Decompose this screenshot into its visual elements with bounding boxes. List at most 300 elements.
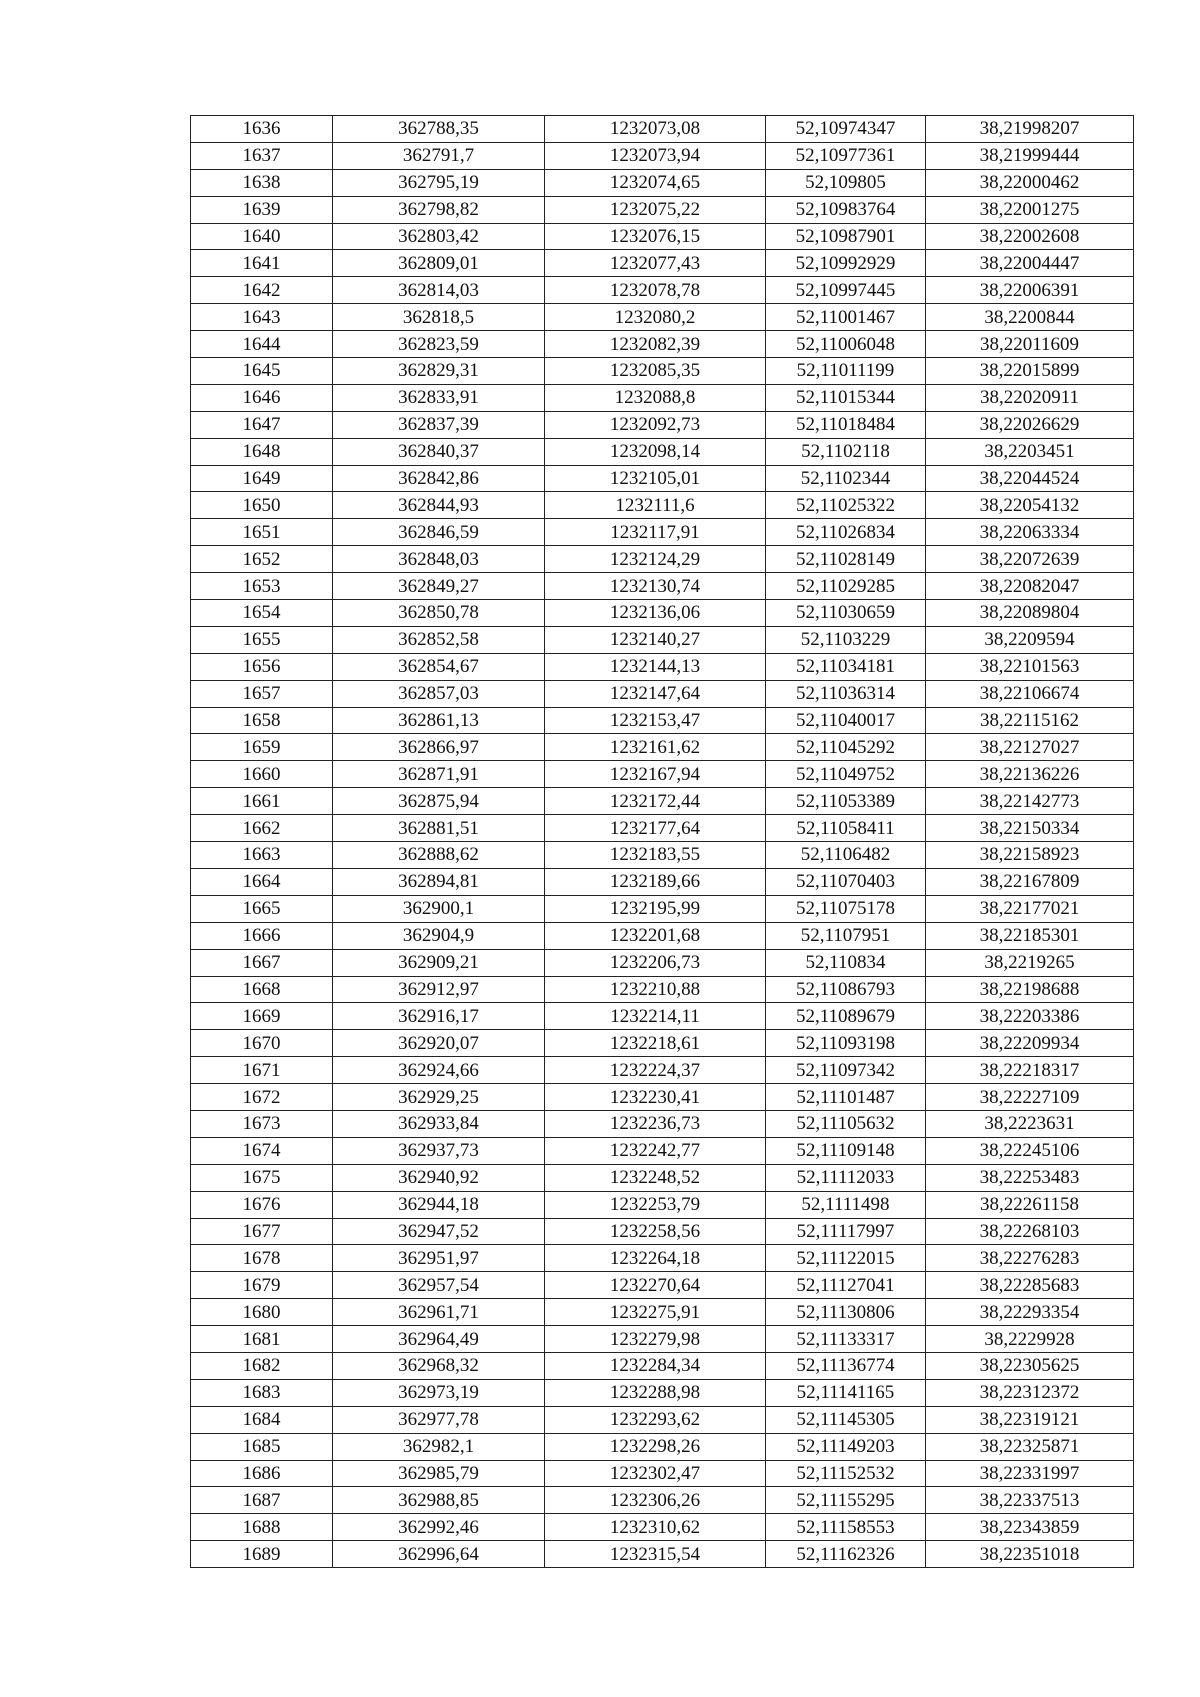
y-coordinate-cell: 1232167,94: [545, 761, 766, 788]
y-coordinate-cell: 1232117,91: [545, 519, 766, 546]
x-coordinate-cell: 362894,81: [333, 868, 545, 895]
table-row: [191, 1057, 1134, 1084]
latitude-cell: 52,11136774: [766, 1352, 926, 1379]
table-row: [191, 358, 1134, 385]
longitude-cell: 38,2200844: [926, 304, 1134, 331]
latitude-cell: 52,11097342: [766, 1057, 926, 1084]
longitude-cell: 38,22245106: [926, 1137, 1134, 1164]
table-row: [191, 1299, 1134, 1326]
latitude-cell: 52,10977361: [766, 142, 926, 169]
table-row: [191, 600, 1134, 627]
latitude-cell: 52,11025322: [766, 492, 926, 519]
y-coordinate-cell: 1232242,77: [545, 1137, 766, 1164]
x-coordinate-cell: 362809,01: [333, 250, 545, 277]
latitude-cell: 52,11045292: [766, 734, 926, 761]
point-number-cell: 1651: [191, 519, 333, 546]
latitude-cell: 52,11130806: [766, 1299, 926, 1326]
point-number-cell: 1676: [191, 1191, 333, 1218]
y-coordinate-cell: 1232124,29: [545, 546, 766, 573]
x-coordinate-cell: 362909,21: [333, 949, 545, 976]
y-coordinate-cell: 1232288,98: [545, 1379, 766, 1406]
longitude-cell: 38,22337513: [926, 1487, 1134, 1514]
point-number-cell: 1671: [191, 1057, 333, 1084]
x-coordinate-cell: 362961,71: [333, 1299, 545, 1326]
x-coordinate-cell: 362850,78: [333, 600, 545, 627]
table-row: [191, 707, 1134, 734]
point-number-cell: 1661: [191, 788, 333, 815]
point-number-cell: 1647: [191, 411, 333, 438]
longitude-cell: 38,22002608: [926, 223, 1134, 250]
x-coordinate-cell: 362818,5: [333, 304, 545, 331]
point-number-cell: 1638: [191, 169, 333, 196]
y-coordinate-cell: 1232140,27: [545, 626, 766, 653]
y-coordinate-cell: 1232315,54: [545, 1541, 766, 1568]
x-coordinate-cell: 362814,03: [333, 277, 545, 304]
y-coordinate-cell: 1232248,52: [545, 1164, 766, 1191]
table-row: [191, 868, 1134, 895]
longitude-cell: 38,22305625: [926, 1352, 1134, 1379]
y-coordinate-cell: 1232073,08: [545, 116, 766, 143]
y-coordinate-cell: 1232270,64: [545, 1272, 766, 1299]
x-coordinate-cell: 362933,84: [333, 1110, 545, 1137]
latitude-cell: 52,11049752: [766, 761, 926, 788]
longitude-cell: 38,22319121: [926, 1406, 1134, 1433]
longitude-cell: 38,22127027: [926, 734, 1134, 761]
table-row: [191, 922, 1134, 949]
longitude-cell: 38,22167809: [926, 868, 1134, 895]
x-coordinate-cell: 362912,97: [333, 976, 545, 1003]
y-coordinate-cell: 1232136,06: [545, 600, 766, 627]
point-number-cell: 1653: [191, 573, 333, 600]
table-row: [191, 1137, 1134, 1164]
latitude-cell: 52,11070403: [766, 868, 926, 895]
y-coordinate-cell: 1232147,64: [545, 680, 766, 707]
latitude-cell: 52,10983764: [766, 196, 926, 223]
longitude-cell: 38,22089804: [926, 600, 1134, 627]
longitude-cell: 38,22268103: [926, 1218, 1134, 1245]
point-number-cell: 1662: [191, 815, 333, 842]
y-coordinate-cell: 1232264,18: [545, 1245, 766, 1272]
x-coordinate-cell: 362875,94: [333, 788, 545, 815]
x-coordinate-cell: 362837,39: [333, 411, 545, 438]
table-row: [191, 815, 1134, 842]
longitude-cell: 38,22063334: [926, 519, 1134, 546]
table-row: [191, 895, 1134, 922]
latitude-cell: 52,11093198: [766, 1030, 926, 1057]
point-number-cell: 1658: [191, 707, 333, 734]
longitude-cell: 38,22015899: [926, 358, 1134, 385]
x-coordinate-cell: 362854,67: [333, 653, 545, 680]
x-coordinate-cell: 362788,35: [333, 116, 545, 143]
y-coordinate-cell: 1232098,14: [545, 438, 766, 465]
latitude-cell: 52,109805: [766, 169, 926, 196]
point-number-cell: 1659: [191, 734, 333, 761]
table-row: [191, 788, 1134, 815]
latitude-cell: 52,1102344: [766, 465, 926, 492]
table-row: [191, 1272, 1134, 1299]
table-row: [191, 1164, 1134, 1191]
y-coordinate-cell: 1232236,73: [545, 1110, 766, 1137]
point-number-cell: 1681: [191, 1326, 333, 1353]
y-coordinate-cell: 1232144,13: [545, 653, 766, 680]
table-row: [191, 142, 1134, 169]
y-coordinate-cell: 1232206,73: [545, 949, 766, 976]
point-number-cell: 1669: [191, 1003, 333, 1030]
longitude-cell: 38,22011609: [926, 331, 1134, 358]
table-row: [191, 465, 1134, 492]
latitude-cell: 52,1103229: [766, 626, 926, 653]
table-row: [191, 626, 1134, 653]
y-coordinate-cell: 1232085,35: [545, 358, 766, 385]
longitude-cell: 38,22082047: [926, 573, 1134, 600]
y-coordinate-cell: 1232306,26: [545, 1487, 766, 1514]
longitude-cell: 38,21998207: [926, 116, 1134, 143]
y-coordinate-cell: 1232218,61: [545, 1030, 766, 1057]
point-number-cell: 1646: [191, 384, 333, 411]
x-coordinate-cell: 362871,91: [333, 761, 545, 788]
x-coordinate-cell: 362852,58: [333, 626, 545, 653]
table-row: [191, 519, 1134, 546]
latitude-cell: 52,11158553: [766, 1514, 926, 1541]
point-number-cell: 1686: [191, 1460, 333, 1487]
x-coordinate-cell: 362849,27: [333, 573, 545, 600]
x-coordinate-cell: 362823,59: [333, 331, 545, 358]
latitude-cell: 52,11029285: [766, 573, 926, 600]
y-coordinate-cell: 1232258,56: [545, 1218, 766, 1245]
longitude-cell: 38,22325871: [926, 1433, 1134, 1460]
point-number-cell: 1640: [191, 223, 333, 250]
point-number-cell: 1682: [191, 1352, 333, 1379]
point-number-cell: 1645: [191, 358, 333, 385]
longitude-cell: 38,22001275: [926, 196, 1134, 223]
longitude-cell: 38,22004447: [926, 250, 1134, 277]
y-coordinate-cell: 1232177,64: [545, 815, 766, 842]
x-coordinate-cell: 362866,97: [333, 734, 545, 761]
table-row: [191, 223, 1134, 250]
y-coordinate-cell: 1232275,91: [545, 1299, 766, 1326]
y-coordinate-cell: 1232082,39: [545, 331, 766, 358]
longitude-cell: 38,22343859: [926, 1514, 1134, 1541]
x-coordinate-cell: 362929,25: [333, 1084, 545, 1111]
latitude-cell: 52,11086793: [766, 976, 926, 1003]
table-row: [191, 1379, 1134, 1406]
table-row: [191, 653, 1134, 680]
longitude-cell: 38,22227109: [926, 1084, 1134, 1111]
latitude-cell: 52,1111498: [766, 1191, 926, 1218]
x-coordinate-cell: 362988,85: [333, 1487, 545, 1514]
longitude-cell: 38,22312372: [926, 1379, 1134, 1406]
latitude-cell: 52,11152532: [766, 1460, 926, 1487]
y-coordinate-cell: 1232214,11: [545, 1003, 766, 1030]
table-row: [191, 1003, 1134, 1030]
latitude-cell: 52,10974347: [766, 116, 926, 143]
latitude-cell: 52,1102118: [766, 438, 926, 465]
table-row: [191, 277, 1134, 304]
x-coordinate-cell: 362795,19: [333, 169, 545, 196]
x-coordinate-cell: 362985,79: [333, 1460, 545, 1487]
y-coordinate-cell: 1232189,66: [545, 868, 766, 895]
latitude-cell: 52,11018484: [766, 411, 926, 438]
point-number-cell: 1648: [191, 438, 333, 465]
point-number-cell: 1687: [191, 1487, 333, 1514]
point-number-cell: 1650: [191, 492, 333, 519]
longitude-cell: 38,22101563: [926, 653, 1134, 680]
y-coordinate-cell: 1232302,47: [545, 1460, 766, 1487]
y-coordinate-cell: 1232253,79: [545, 1191, 766, 1218]
longitude-cell: 38,2209594: [926, 626, 1134, 653]
point-number-cell: 1636: [191, 116, 333, 143]
x-coordinate-cell: 362829,31: [333, 358, 545, 385]
latitude-cell: 52,11058411: [766, 815, 926, 842]
latitude-cell: 52,11145305: [766, 1406, 926, 1433]
latitude-cell: 52,11141165: [766, 1379, 926, 1406]
x-coordinate-cell: 362840,37: [333, 438, 545, 465]
latitude-cell: 52,11101487: [766, 1084, 926, 1111]
x-coordinate-cell: 362881,51: [333, 815, 545, 842]
table-row: [191, 1326, 1134, 1353]
y-coordinate-cell: 1232224,37: [545, 1057, 766, 1084]
point-number-cell: 1664: [191, 868, 333, 895]
latitude-cell: 52,11001467: [766, 304, 926, 331]
table-row: [191, 1245, 1134, 1272]
longitude-cell: 38,22293354: [926, 1299, 1134, 1326]
longitude-cell: 38,22218317: [926, 1057, 1134, 1084]
table-row: [191, 1406, 1134, 1433]
latitude-cell: 52,11155295: [766, 1487, 926, 1514]
point-number-cell: 1637: [191, 142, 333, 169]
x-coordinate-cell: 362844,93: [333, 492, 545, 519]
latitude-cell: 52,11036314: [766, 680, 926, 707]
longitude-cell: 38,22253483: [926, 1164, 1134, 1191]
table-row: [191, 196, 1134, 223]
y-coordinate-cell: 1232161,62: [545, 734, 766, 761]
longitude-cell: 38,22115162: [926, 707, 1134, 734]
point-number-cell: 1680: [191, 1299, 333, 1326]
latitude-cell: 52,11075178: [766, 895, 926, 922]
longitude-cell: 38,22026629: [926, 411, 1134, 438]
longitude-cell: 38,22044524: [926, 465, 1134, 492]
table-row: [191, 680, 1134, 707]
point-number-cell: 1649: [191, 465, 333, 492]
x-coordinate-cell: 362996,64: [333, 1541, 545, 1568]
table-row: [191, 1352, 1134, 1379]
point-number-cell: 1665: [191, 895, 333, 922]
latitude-cell: 52,11089679: [766, 1003, 926, 1030]
table-row: [191, 1433, 1134, 1460]
longitude-cell: 38,2229928: [926, 1326, 1134, 1353]
longitude-cell: 38,21999444: [926, 142, 1134, 169]
x-coordinate-cell: 362924,66: [333, 1057, 545, 1084]
longitude-cell: 38,22106674: [926, 680, 1134, 707]
x-coordinate-cell: 362888,62: [333, 842, 545, 869]
latitude-cell: 52,110834: [766, 949, 926, 976]
longitude-cell: 38,22331997: [926, 1460, 1134, 1487]
table-row: [191, 250, 1134, 277]
latitude-cell: 52,11053389: [766, 788, 926, 815]
longitude-cell: 38,22198688: [926, 976, 1134, 1003]
x-coordinate-cell: 362940,92: [333, 1164, 545, 1191]
table-row: [191, 1514, 1134, 1541]
table-row: [191, 492, 1134, 519]
latitude-cell: 52,11109148: [766, 1137, 926, 1164]
x-coordinate-cell: 362848,03: [333, 546, 545, 573]
longitude-cell: 38,22351018: [926, 1541, 1134, 1568]
x-coordinate-cell: 362920,07: [333, 1030, 545, 1057]
point-number-cell: 1675: [191, 1164, 333, 1191]
longitude-cell: 38,22054132: [926, 492, 1134, 519]
latitude-cell: 52,10992929: [766, 250, 926, 277]
latitude-cell: 52,11133317: [766, 1326, 926, 1353]
latitude-cell: 52,11112033: [766, 1164, 926, 1191]
table-row: [191, 1460, 1134, 1487]
table-row: [191, 1030, 1134, 1057]
table-row: [191, 761, 1134, 788]
point-number-cell: 1641: [191, 250, 333, 277]
point-number-cell: 1655: [191, 626, 333, 653]
y-coordinate-cell: 1232310,62: [545, 1514, 766, 1541]
longitude-cell: 38,22177021: [926, 895, 1134, 922]
y-coordinate-cell: 1232073,94: [545, 142, 766, 169]
x-coordinate-cell: 362842,86: [333, 465, 545, 492]
x-coordinate-cell: 362900,1: [333, 895, 545, 922]
latitude-cell: 52,11040017: [766, 707, 926, 734]
longitude-cell: 38,22142773: [926, 788, 1134, 815]
longitude-cell: 38,22203386: [926, 1003, 1134, 1030]
table-row: [191, 976, 1134, 1003]
latitude-cell: 52,11030659: [766, 600, 926, 627]
y-coordinate-cell: 1232074,65: [545, 169, 766, 196]
longitude-cell: 38,22261158: [926, 1191, 1134, 1218]
point-number-cell: 1678: [191, 1245, 333, 1272]
longitude-cell: 38,22150334: [926, 815, 1134, 842]
x-coordinate-cell: 362798,82: [333, 196, 545, 223]
y-coordinate-cell: 1232293,62: [545, 1406, 766, 1433]
latitude-cell: 52,11028149: [766, 546, 926, 573]
point-number-cell: 1660: [191, 761, 333, 788]
latitude-cell: 52,10997445: [766, 277, 926, 304]
point-number-cell: 1639: [191, 196, 333, 223]
latitude-cell: 52,1107951: [766, 922, 926, 949]
longitude-cell: 38,2203451: [926, 438, 1134, 465]
x-coordinate-cell: 362947,52: [333, 1218, 545, 1245]
table-row: [191, 411, 1134, 438]
point-number-cell: 1679: [191, 1272, 333, 1299]
x-coordinate-cell: 362916,17: [333, 1003, 545, 1030]
x-coordinate-cell: 362846,59: [333, 519, 545, 546]
point-number-cell: 1663: [191, 842, 333, 869]
point-number-cell: 1643: [191, 304, 333, 331]
y-coordinate-cell: 1232210,88: [545, 976, 766, 1003]
x-coordinate-cell: 362951,97: [333, 1245, 545, 1272]
longitude-cell: 38,22136226: [926, 761, 1134, 788]
longitude-cell: 38,22185301: [926, 922, 1134, 949]
latitude-cell: 52,11034181: [766, 653, 926, 680]
point-number-cell: 1677: [191, 1218, 333, 1245]
table-row: [191, 1218, 1134, 1245]
latitude-cell: 52,11117997: [766, 1218, 926, 1245]
y-coordinate-cell: 1232284,34: [545, 1352, 766, 1379]
y-coordinate-cell: 1232130,74: [545, 573, 766, 600]
latitude-cell: 52,11149203: [766, 1433, 926, 1460]
point-number-cell: 1667: [191, 949, 333, 976]
x-coordinate-cell: 362861,13: [333, 707, 545, 734]
table-row: [191, 949, 1134, 976]
point-number-cell: 1688: [191, 1514, 333, 1541]
x-coordinate-cell: 362973,19: [333, 1379, 545, 1406]
x-coordinate-cell: 362992,46: [333, 1514, 545, 1541]
longitude-cell: 38,22020911: [926, 384, 1134, 411]
latitude-cell: 52,11105632: [766, 1110, 926, 1137]
y-coordinate-cell: 1232080,2: [545, 304, 766, 331]
latitude-cell: 52,10987901: [766, 223, 926, 250]
latitude-cell: 52,11011199: [766, 358, 926, 385]
x-coordinate-cell: 362791,7: [333, 142, 545, 169]
longitude-cell: 38,2219265: [926, 949, 1134, 976]
table-row: [191, 1541, 1134, 1568]
y-coordinate-cell: 1232078,78: [545, 277, 766, 304]
x-coordinate-cell: 362904,9: [333, 922, 545, 949]
longitude-cell: 38,22158923: [926, 842, 1134, 869]
x-coordinate-cell: 362982,1: [333, 1433, 545, 1460]
longitude-cell: 38,22072639: [926, 546, 1134, 573]
point-number-cell: 1685: [191, 1433, 333, 1460]
x-coordinate-cell: 362803,42: [333, 223, 545, 250]
y-coordinate-cell: 1232183,55: [545, 842, 766, 869]
y-coordinate-cell: 1232172,44: [545, 788, 766, 815]
table-row: [191, 438, 1134, 465]
table-row: [191, 384, 1134, 411]
longitude-cell: 38,22209934: [926, 1030, 1134, 1057]
point-number-cell: 1670: [191, 1030, 333, 1057]
y-coordinate-cell: 1232092,73: [545, 411, 766, 438]
x-coordinate-cell: 362944,18: [333, 1191, 545, 1218]
table-row: [191, 169, 1134, 196]
longitude-cell: 38,22285683: [926, 1272, 1134, 1299]
point-number-cell: 1654: [191, 600, 333, 627]
point-number-cell: 1674: [191, 1137, 333, 1164]
longitude-cell: 38,2223631: [926, 1110, 1134, 1137]
y-coordinate-cell: 1232075,22: [545, 196, 766, 223]
table-row: [191, 1191, 1134, 1218]
point-number-cell: 1668: [191, 976, 333, 1003]
point-number-cell: 1684: [191, 1406, 333, 1433]
table-row: [191, 546, 1134, 573]
y-coordinate-cell: 1232105,01: [545, 465, 766, 492]
table-row: [191, 304, 1134, 331]
y-coordinate-cell: 1232076,15: [545, 223, 766, 250]
longitude-cell: 38,22276283: [926, 1245, 1134, 1272]
longitude-cell: 38,22000462: [926, 169, 1134, 196]
point-number-cell: 1683: [191, 1379, 333, 1406]
point-number-cell: 1657: [191, 680, 333, 707]
point-number-cell: 1672: [191, 1084, 333, 1111]
coordinates-table-body: [191, 116, 1134, 1568]
latitude-cell: 52,11026834: [766, 519, 926, 546]
y-coordinate-cell: 1232153,47: [545, 707, 766, 734]
latitude-cell: 52,1106482: [766, 842, 926, 869]
y-coordinate-cell: 1232201,68: [545, 922, 766, 949]
table-row: [191, 1487, 1134, 1514]
latitude-cell: 52,11006048: [766, 331, 926, 358]
y-coordinate-cell: 1232111,6: [545, 492, 766, 519]
table-row: [191, 116, 1134, 143]
y-coordinate-cell: 1232088,8: [545, 384, 766, 411]
x-coordinate-cell: 362957,54: [333, 1272, 545, 1299]
y-coordinate-cell: 1232279,98: [545, 1326, 766, 1353]
x-coordinate-cell: 362977,78: [333, 1406, 545, 1433]
latitude-cell: 52,11127041: [766, 1272, 926, 1299]
point-number-cell: 1656: [191, 653, 333, 680]
